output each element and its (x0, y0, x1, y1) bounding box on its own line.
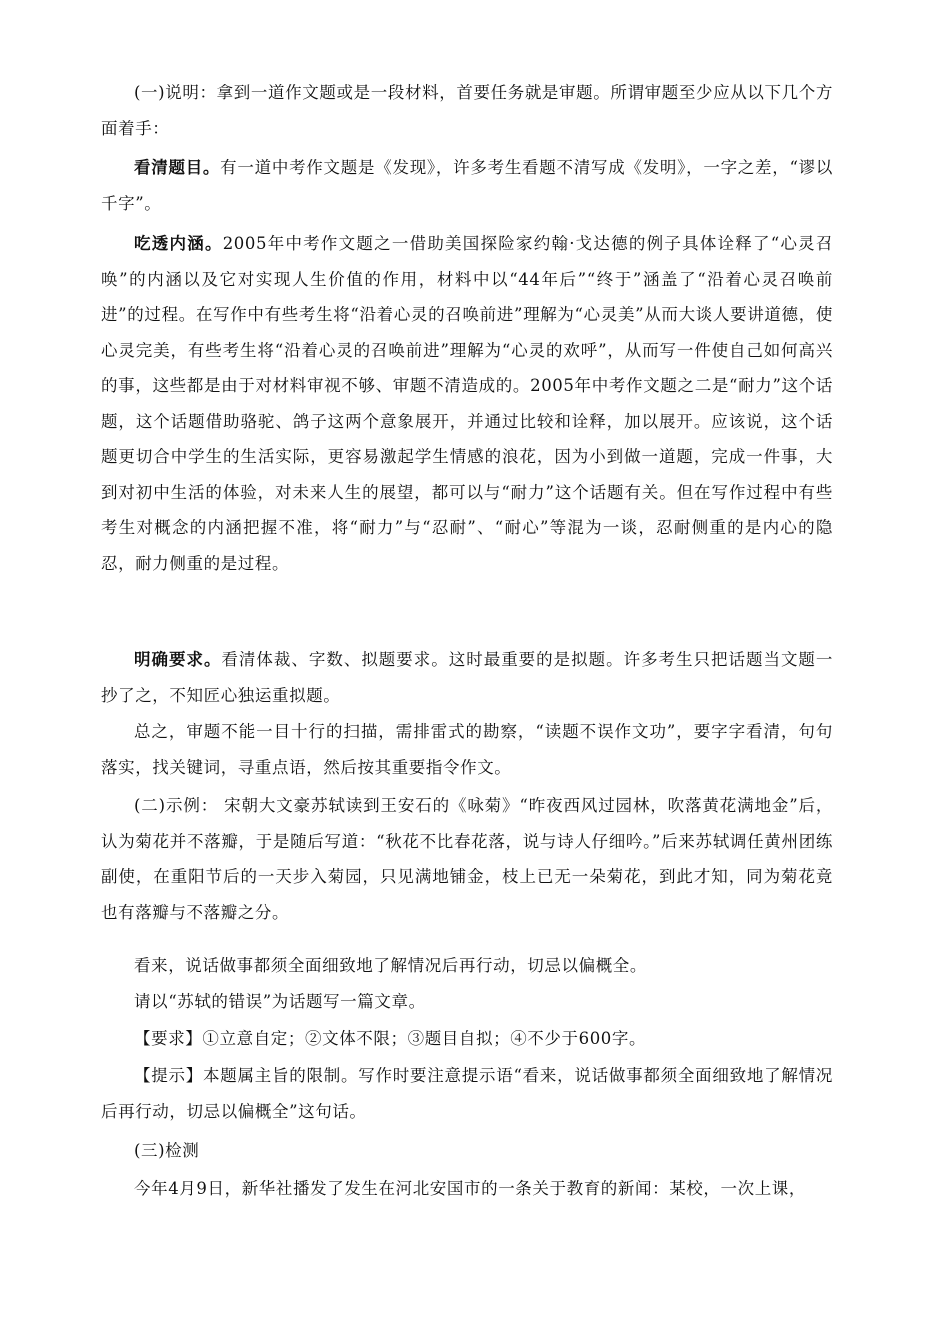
paragraph-explanation: (一)说明：拿到一道作文题或是一段材料，首要任务就是审题。所谓审题至少应从以下几个方面着手： (101, 83, 833, 138)
text-understand-meaning: 2005年中考作文题之一借助美国探险家约翰·戈达德的例子具体诠释了“心灵召唤”的内涵以及它对实现人生价值的作用，材料中以“44年后”“终于”涵盖了“沿着心灵召唤前进”的过程。在写作中有些考生将“沿着心灵的召唤前进”理解为“心灵美”从而大谈人要讲道德，使心灵完美，有些考生将“沿着心灵的召唤前进”理解为“心灵的欢呼”，从而写一件使自己如何高兴的事，这些都是由于对材料审视不够、审题不清造成的。2005年中考作文题之二是“耐力”这个话题，这个话题借助骆驼、鸽子这两个意象展开，并通过比较和诠释，加以展开。应该说，这个话题更切合中学生的生活实际，更容易激起学生情感的浪花，因为小到做一道题，完成一件事，大到对初中生活的体验，对未来人生的展望，都可以与“耐力”这个话题有关。但在写作过程中有些考生对概念的内涵把握不准，将“耐力”与“忍耐”、“耐心”等混为一谈，忍耐侧重的是内心的隐忍，耐力侧重的是过程。 (101, 234, 834, 573)
paragraph-hint: 【提示】本题属主旨的限制。写作时要注意提示语“看来，说话做事都须全面细致地了解情况后再行动，切忌以偏概全”这句话。 (101, 1066, 833, 1121)
paragraph-prompt: 请以“苏轼的错误”为话题写一篇文章。 (134, 992, 426, 1011)
text-clear-requirements: 看清体裁、字数、拟题要求。这时最重要的是拟题。许多考生只把话题当文题一抄了之，不知匠心独运重拟题。 (101, 650, 834, 705)
text-read-title: 有一道中考作文题是《发现》，许多考生看题不清写成《发明》，一字之差，“谬以千字”。 (101, 158, 833, 213)
paragraph-test-news: 今年4月9日，新华社播发了发生在河北安国市的一条关于教育的新闻：某校，一次上课， (134, 1179, 806, 1198)
heading-clear-requirements: 明确要求。 (134, 650, 222, 669)
paragraph-example: (二)示例： 宋朝大文豪苏轼读到王安石的《咏菊》“昨夜西风过园林，吹落黄花满地金”后，认为菊花并不落瓣，于是随后写道：“秋花不比春花落，说与诗人仔细吟。”后来苏轼调任黄州团练副使，在重阳节后的一天步入菊园，只见满地铺金，枝上已无一朵菊花，到此才知，同为菊花竟也有落瓣与不落瓣之分。 (101, 796, 833, 922)
heading-read-title: 看清题目。 (134, 158, 221, 177)
paragraph-requirements: 【要求】①立意自定；②文体不限；③题目自拟；④不少于600字。 (134, 1029, 647, 1048)
paragraph-understand-meaning (101, 226, 833, 581)
paragraph-summary: 总之，审题不能一目十行的扫描，需排雷式的勘察，“读题不误作文功”，要字字看清，句句落实，找关键词，寻重点语，然后按其重要指令作文。 (101, 722, 833, 777)
heading-understand-meaning: 吃透内涵。 (134, 234, 223, 253)
paragraph-read-title (101, 150, 833, 221)
paragraph-test-heading: (三)检测 (134, 1141, 200, 1160)
paragraph-conclusion: 看来，说话做事都须全面细致地了解情况后再行动，切忌以偏概全。 (134, 956, 647, 975)
paragraph-clear-requirements (101, 642, 833, 713)
